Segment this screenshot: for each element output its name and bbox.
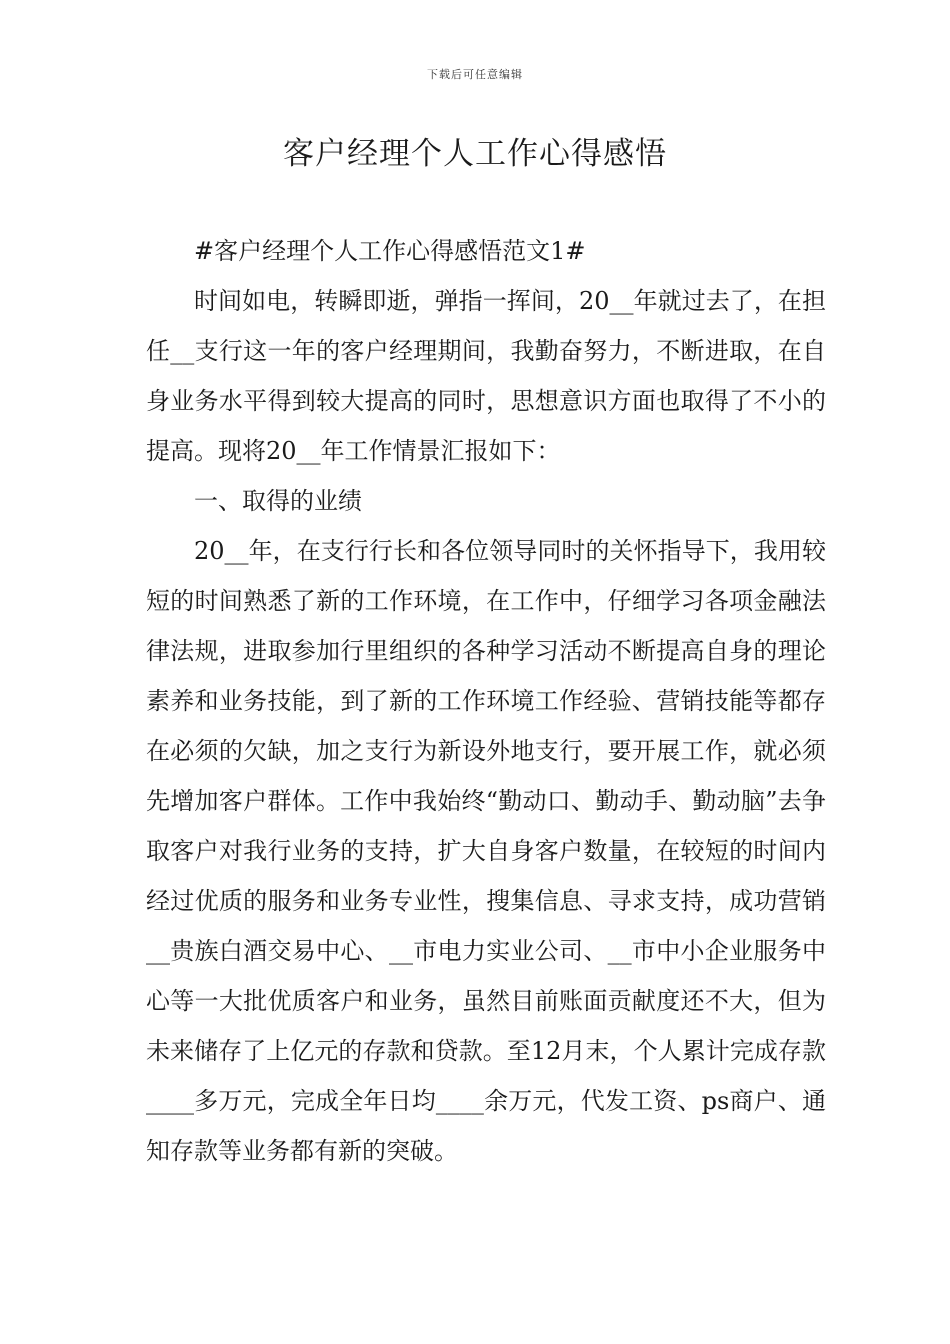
document-body [146, 226, 826, 1176]
document-title: 客户经理个人工作心得感悟 [283, 136, 667, 172]
section-heading-sample: #客户经理个人工作心得感悟范文1# [194, 237, 586, 265]
paragraph-achievements: 20__年，在支行行长和各位领导同时的关怀指导下，我用较短的时间熟悉了新的工作环境，在工作中，仔细学习各项金融法律法规，进取参加行里组织的各种学习活动不断提高自身的理论素养和业务技能，到了新的工作环境工作经验、营销技能等都存在必须的欠缺，加之支行为新设外地支行，要开展工作，就必须先增加客户群体。工作中我始终“勤动口、勤动手、勤动脑”去争取客户对我行业务的支持，扩大自身客户数量，在较短的时间内经过优质的服务和业务专业性，搜集信息、寻求支持，成功营销__贵族白酒交易中心、__市电力实业公司、__市中小企业服务中心等一大批优质客户和业务，虽然目前账面贡献度还不大，但为未来储存了上亿元的存款和贷款。至12月末，个人累计完成存款____多万元，完成全年日均____余万元，代发工资、ps商户、通知存款等业务都有新的突破。 [146, 537, 826, 1165]
paragraph-intro: 时间如电，转瞬即逝，弹指一挥间，20__年就过去了，在担任__支行这一年的客户经理期间，我勤奋努力，不断进取，在自身业务水平得到较大提高的同时，思想意识方面也取得了不小的提高。现将20__年工作情景汇报如下： [146, 287, 826, 465]
header-note: 下载后可任意编辑 [427, 68, 523, 81]
section-heading-achievements: 一、取得的业绩 [194, 487, 362, 515]
